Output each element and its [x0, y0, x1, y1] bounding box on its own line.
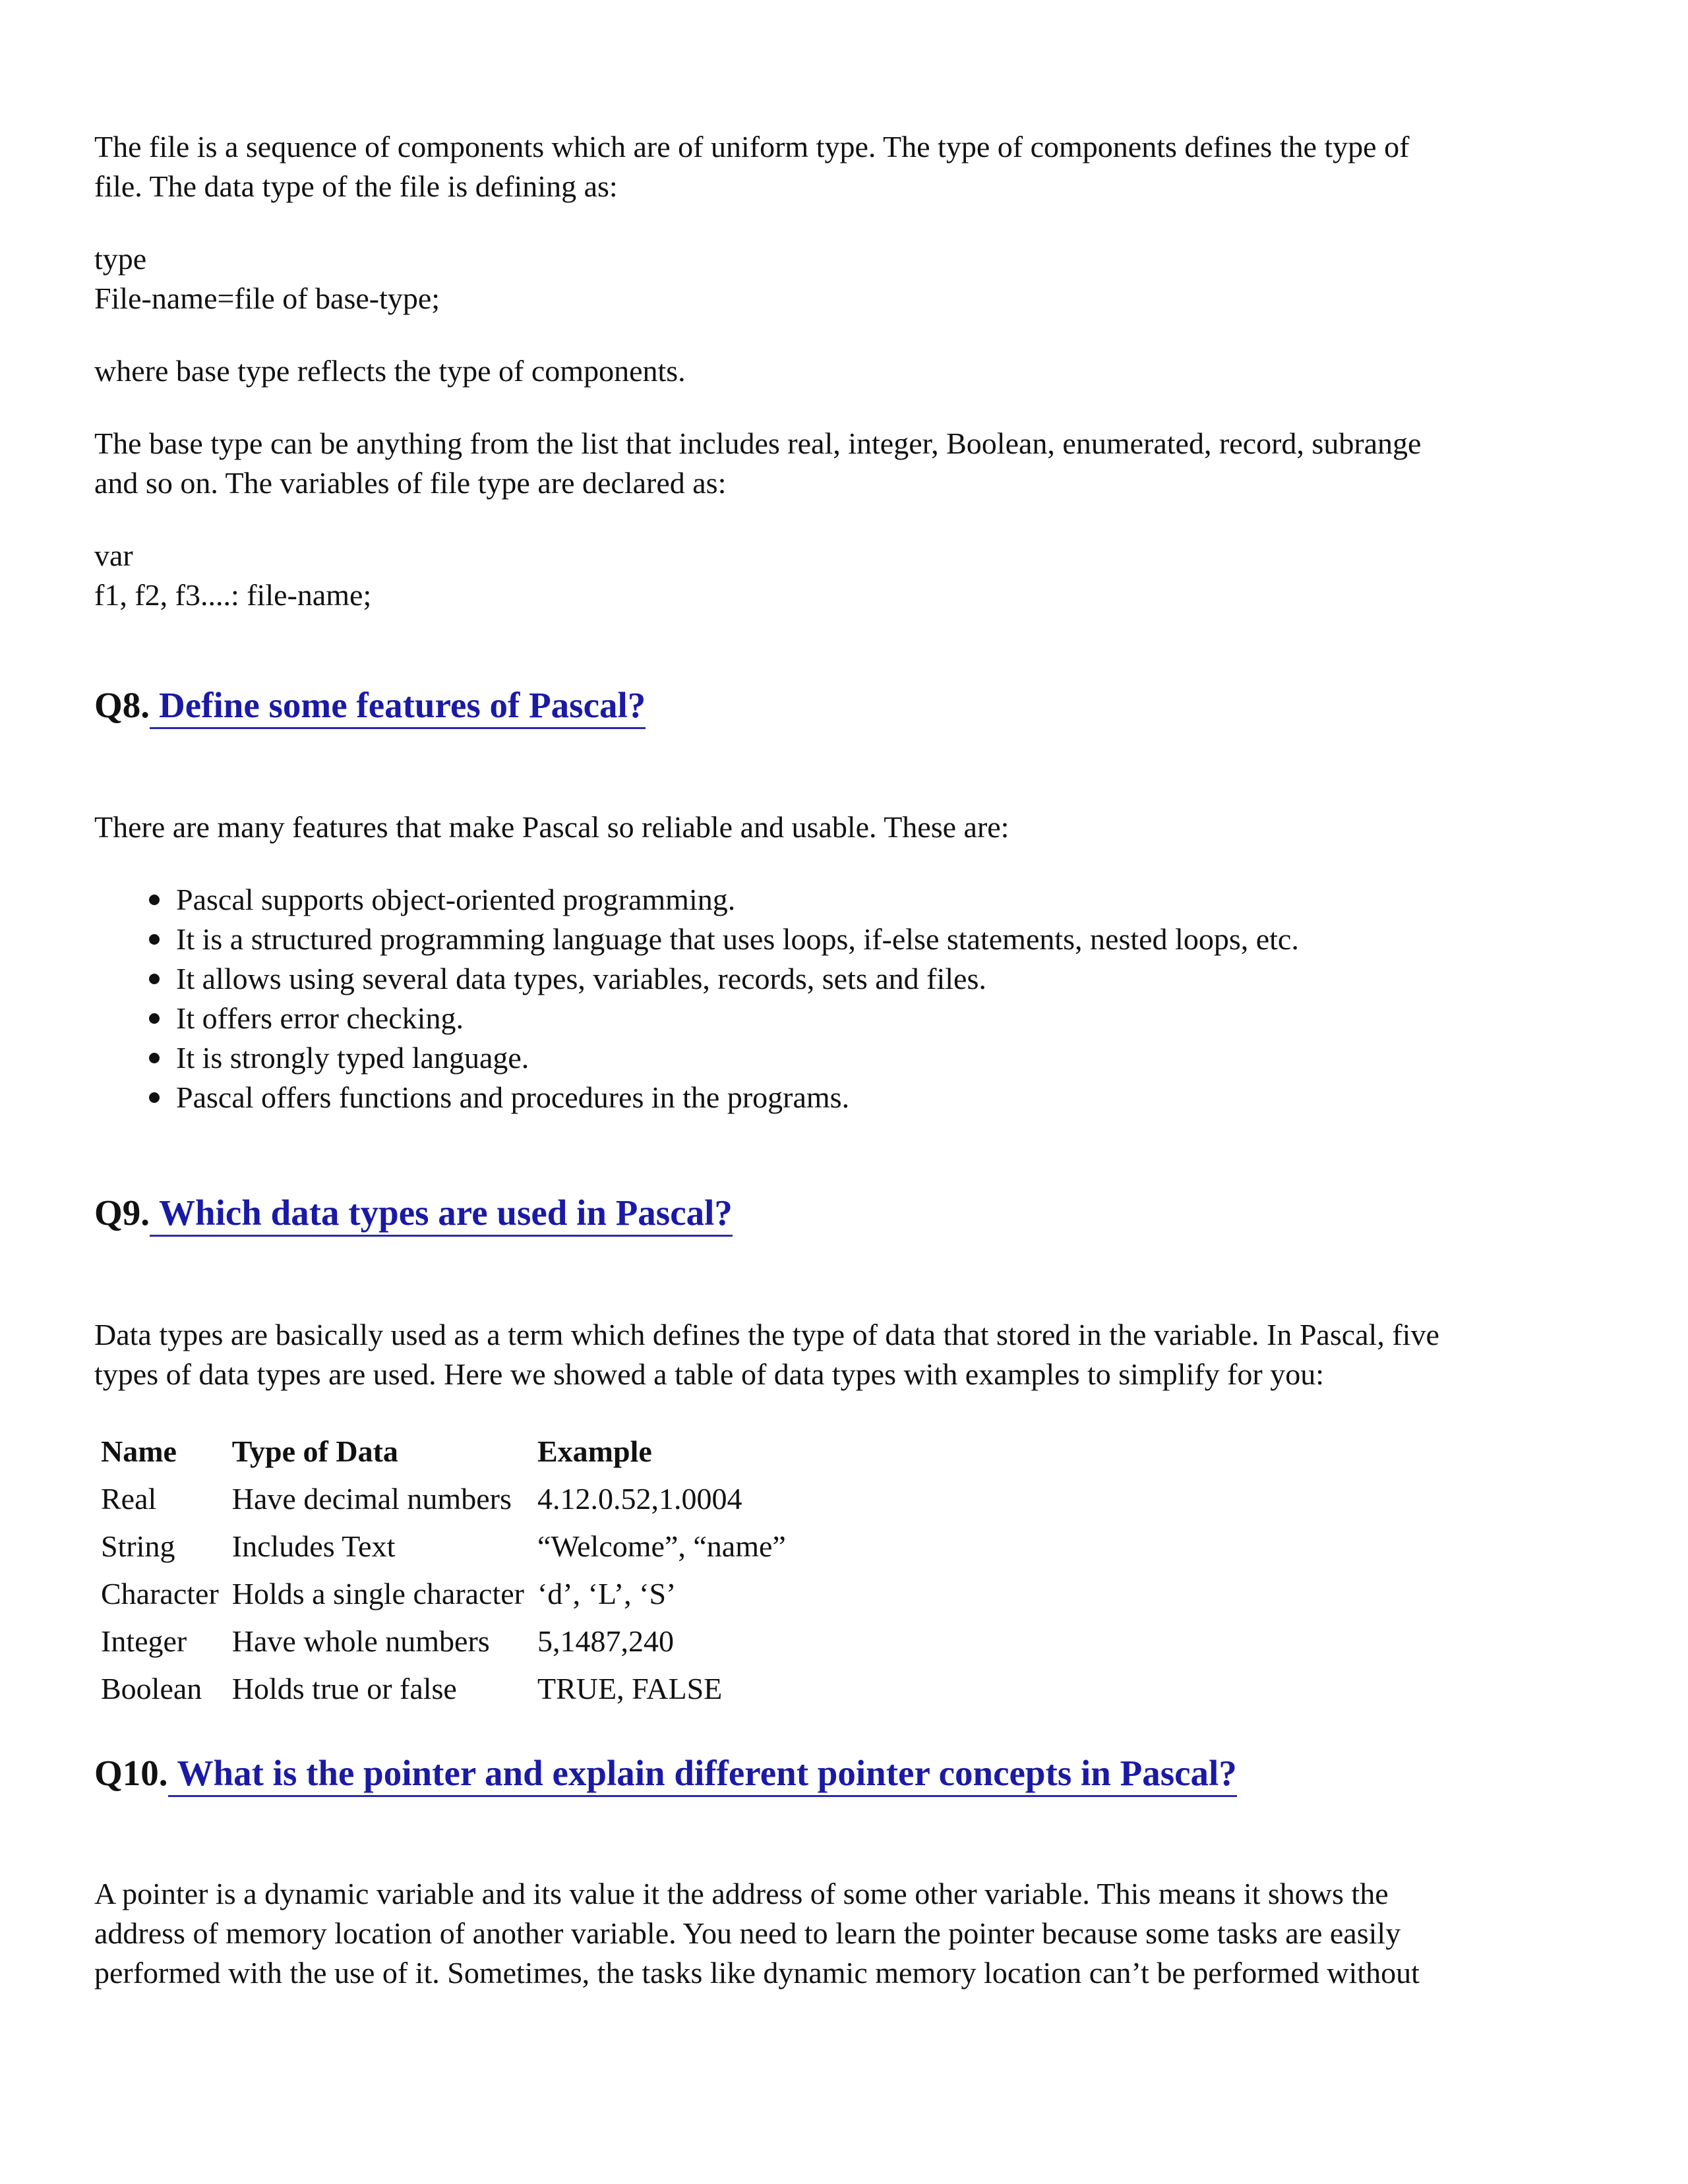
list-item [94, 1038, 1299, 1078]
table-cell: “Welcome”, “name” [537, 1529, 786, 1563]
column-header-type: Type of Data [231, 1434, 398, 1468]
table-cell: Includes Text [231, 1529, 396, 1563]
list-item [94, 999, 1299, 1038]
code-line: var [94, 539, 133, 572]
text-line: file. The data type of the file is defining as: [94, 169, 618, 203]
intro-paragraph-2 [94, 351, 1604, 391]
table-cell: 5,1487,240 [537, 1624, 674, 1658]
code-block-var [94, 536, 1604, 615]
text-line: types of data types are used. Here we showed a table of data types with examples to simplify for you: [94, 1357, 1325, 1391]
table-cell: TRUE, FALSE [537, 1671, 723, 1705]
table-row [94, 1522, 793, 1570]
q8-lead-paragraph [94, 808, 1604, 847]
list-item-text: Pascal supports object-oriented programming. [176, 883, 736, 916]
column-header-example: Example [537, 1434, 652, 1468]
bullet-icon [149, 974, 160, 984]
list-item [94, 880, 1299, 920]
list-item [94, 1078, 1299, 1117]
question-number: Q10. [94, 1753, 168, 1793]
text-line: A pointer is a dynamic variable and its value it the address of some other variable. This means it shows the [94, 1877, 1389, 1910]
question-heading-q10 [94, 1750, 1237, 1797]
table-cell: Real [101, 1481, 157, 1516]
intro-paragraph-3 [94, 424, 1604, 503]
data-types-table [94, 1427, 793, 1712]
table-row [94, 1475, 793, 1522]
list-item [94, 920, 1299, 959]
code-line: f1, f2, f3....: file-name; [94, 578, 372, 612]
code-line: type [94, 242, 147, 276]
list-item-text: It offers error checking. [176, 1001, 464, 1035]
table-cell: Integer [101, 1624, 187, 1658]
table-cell: 4.12.0.52,1.0004 [537, 1481, 742, 1516]
text-line: The base type can be anything from the list that includes real, integer, Boolean, enumerated, record, subrange [94, 427, 1422, 460]
question-number: Q9. [94, 1193, 150, 1233]
bullet-icon [149, 1053, 160, 1063]
question-link-q10[interactable]: What is the pointer and explain different pointer concepts in Pascal? [168, 1753, 1237, 1797]
question-heading-q8 [94, 682, 646, 729]
text-line: where base type reflects the type of components. [94, 354, 686, 388]
list-item-text: Pascal offers functions and procedures in the programs. [176, 1080, 850, 1114]
table-cell: Have whole numbers [231, 1624, 490, 1658]
text-line: performed with the use of it. Sometimes, the tasks like dynamic memory location can’t be performed without [94, 1956, 1420, 1990]
text-line: and so on. The variables of file type are declared as: [94, 466, 727, 500]
table-cell: String [101, 1529, 175, 1563]
question-number: Q8. [94, 685, 150, 725]
table-row [94, 1617, 793, 1665]
table-cell: Holds true or false [231, 1671, 457, 1705]
list-item-text: It allows using several data types, variables, records, sets and files. [176, 962, 986, 995]
text-line: There are many features that make Pascal so reliable and usable. These are: [94, 810, 1010, 844]
list-item-text: It is a structured programming language that uses loops, if-else statements, nested loops, etc. [176, 922, 1299, 956]
bullet-icon [149, 934, 160, 945]
bullet-icon [149, 895, 160, 905]
list-item [94, 959, 1299, 999]
question-link-q8[interactable]: Define some features of Pascal? [150, 685, 646, 729]
table-cell: Have decimal numbers [231, 1481, 512, 1516]
table-cell: Holds a single character [231, 1576, 524, 1610]
question-link-q9[interactable]: Which data types are used in Pascal? [150, 1193, 733, 1237]
table-cell: Boolean [101, 1671, 202, 1705]
q10-lead-paragraph [94, 1874, 1604, 1993]
features-list [94, 880, 1299, 1117]
table-cell: ‘d’, ‘L’, ‘S’ [537, 1576, 677, 1610]
text-line: address of memory location of another variable. You need to learn the pointer because some tasks are easily [94, 1916, 1401, 1950]
intro-paragraph-1 [94, 127, 1604, 206]
bullet-icon [149, 1013, 160, 1024]
list-item-text: It is strongly typed language. [176, 1041, 529, 1075]
code-line: File-name=file of base-type; [94, 281, 440, 315]
q9-lead-paragraph [94, 1315, 1604, 1394]
question-heading-q9 [94, 1190, 733, 1237]
text-line: Data types are basically used as a term which defines the type of data that stored in the variable. In Pascal, five [94, 1318, 1439, 1351]
table-row [94, 1665, 793, 1712]
table-cell: Character [101, 1576, 219, 1610]
table-header-row [94, 1427, 793, 1475]
code-block-type [94, 239, 1604, 318]
table-row [94, 1570, 793, 1617]
bullet-icon [149, 1092, 160, 1103]
text-line: The file is a sequence of components which are of uniform type. The type of components defines the type of [94, 130, 1410, 163]
column-header-name: Name [101, 1434, 177, 1468]
